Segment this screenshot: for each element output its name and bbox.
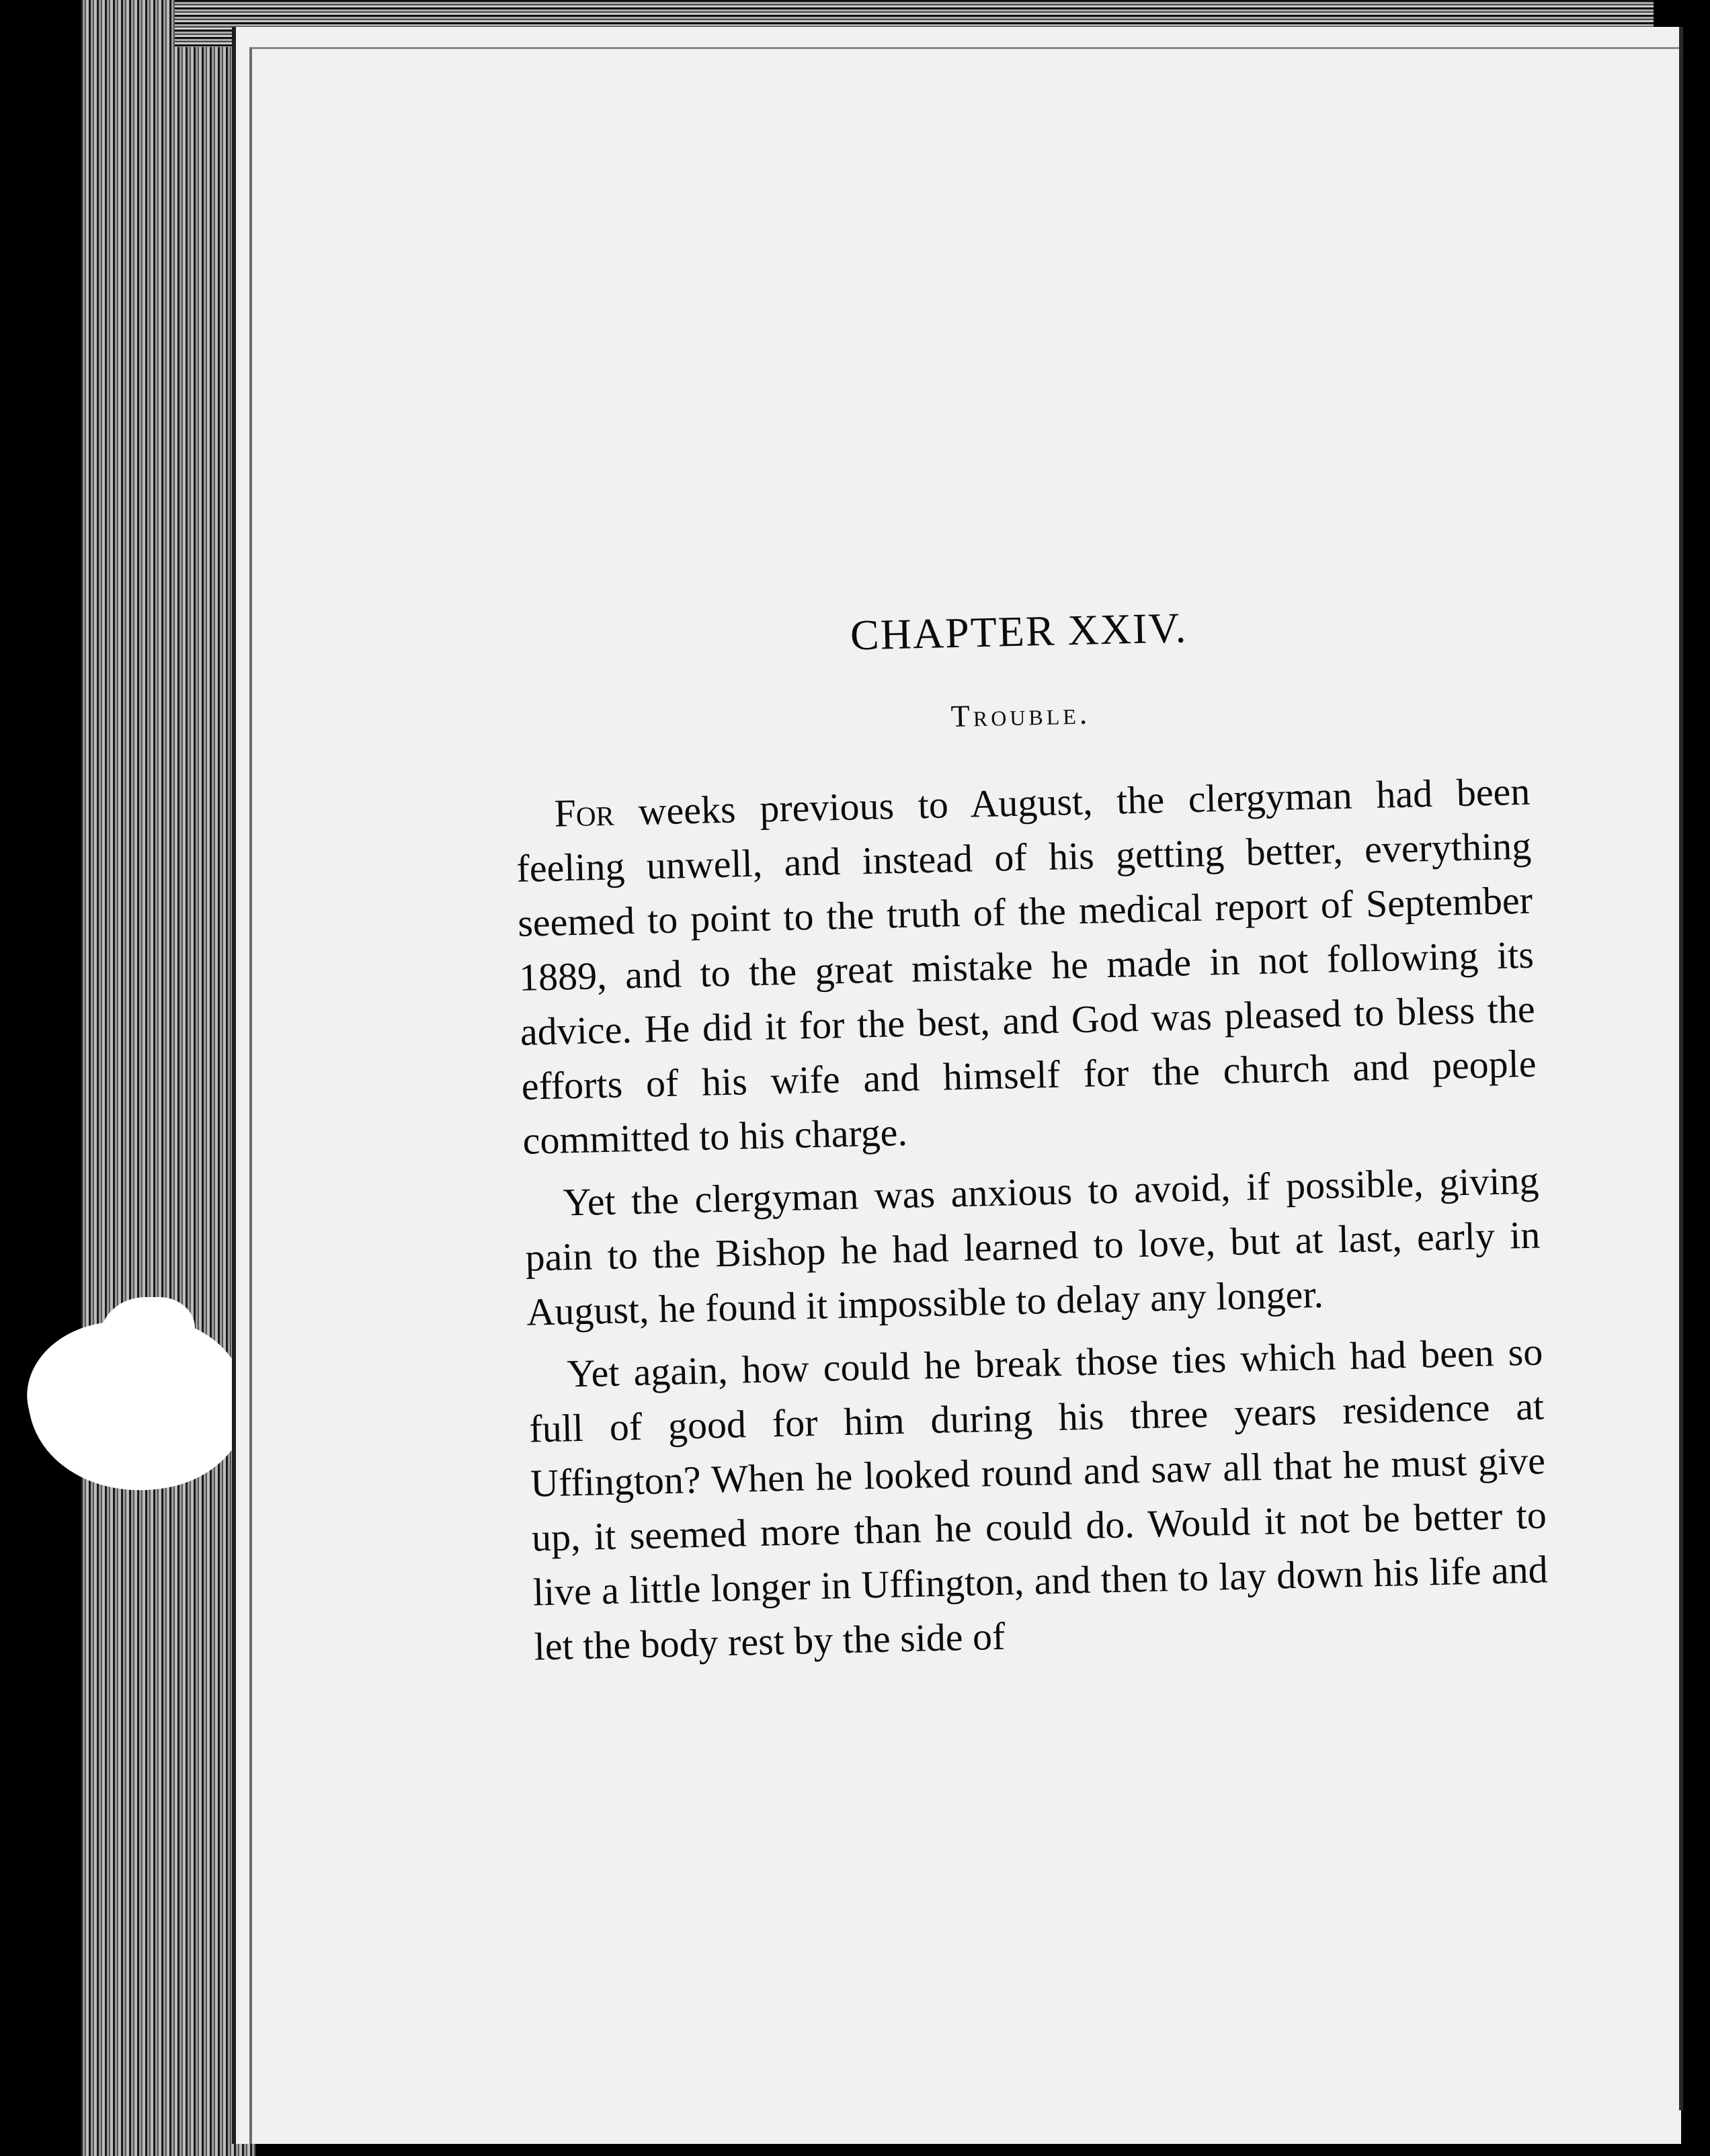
paragraph-text: weeks previous to August, the clergyman had been feeling unwell, and instead of his getting better, everything seemed to point to the truth of the medical report of September 1889, and to the great mistake he made in not following its advice. He did it for the best, and God was pleased to bless the efforts of his wife and himself for the church and people committed to his charge. <box>516 769 1537 1163</box>
section-heading: Trouble. <box>950 696 1091 734</box>
facing-page-gutter <box>1679 27 1683 2110</box>
page-text-block <box>511 595 1550 1682</box>
paragraph-3 <box>528 1324 1550 1673</box>
chapter-heading: CHAPTER XXIV. <box>850 604 1188 659</box>
paragraph-text: Yet the clergyman was anxious to avoid, if possible, giving pain to the Bishop he had learned to love, but at last, early in August, he found it impossible to delay any longer. <box>524 1158 1541 1334</box>
paragraph-2 <box>524 1153 1542 1339</box>
paragraph-lead-word: For <box>553 790 615 835</box>
paragraph-text: Yet again, how could he break those ties which had been so full of good for him during his three years residence at Uffington? When he looked round and saw all that he must give up, it seemed more than he could do. Would it not be better to live a little longer in Uffington, and then to lay down his life and let the body rest by the side of <box>528 1329 1549 1669</box>
paragraph-1 <box>515 764 1538 1168</box>
scan-right-edge <box>1695 0 1710 2156</box>
book-page-edges <box>81 0 255 2156</box>
